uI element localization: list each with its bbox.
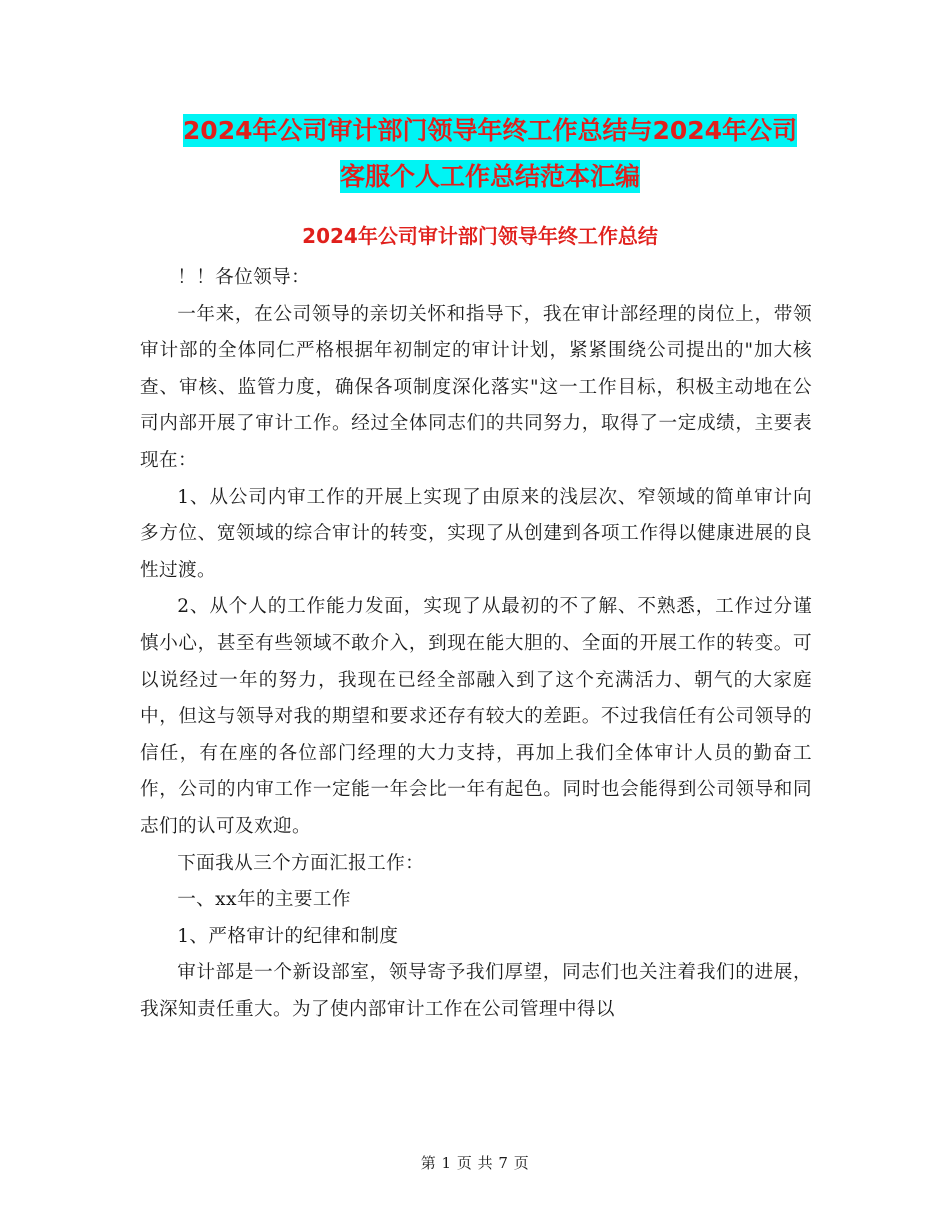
heading-main-work: 一、xx年的主要工作	[177, 889, 351, 911]
page-number: 第 1 页 共 7 页	[420, 1154, 530, 1172]
document-body	[140, 260, 812, 1028]
greeting-paragraph: ！！各位领导：	[177, 267, 311, 288]
heading-discipline: 1、严格审计的纪律和制度	[177, 925, 399, 947]
document-title	[140, 108, 840, 200]
intro-paragraph: 一年来，在公司领导的亲切关怀和指导下，我在审计部经理的岗位上，带领审计部的全体同仁严格根据年初制定的审计计划，紧紧围绕公司提出的"加大核查、审核、监管力度，确保各项制度深化落实"这一工作目标，积极主动地在公司内部开展了审计工作。经过全体同志们的共同努力，取得了一定成绩，主要表现在：	[140, 303, 812, 471]
page-footer	[0, 1152, 950, 1173]
title-line-2: 客服个人工作总结范本汇编	[339, 162, 640, 191]
title-line-1: 2024年公司审计部门领导年终工作总结与2024年公司	[182, 116, 798, 145]
discipline-paragraph: 审计部是一个新设部室，领导寄予我们厚望，同志们也关注着我们的进展，我深知责任重大。为了使内部审计工作在公司管理中得以	[140, 962, 812, 1020]
point-2-paragraph: 2、从个人的工作能力发面，实现了从最初的不了解、不熟悉，工作过分谨慎小心，甚至有些领域不敢介入，到现在能大胆的、全面的开展工作的转变。可以说经过一年的努力，我现在已经全部融入到了这个充满活力、朝气的大家庭中，但这与领导对我的期望和要求还存有较大的差距。不过我信任有公司领导的信任，有在座的各位部门经理的大力支持，再加上我们全体审计人员的勤奋工作，公司的内审工作一定能一年会比一年有起色。同时也会能得到公司领导和同志们的认可及欢迎。	[140, 596, 812, 837]
report-intro-paragraph: 下面我从三个方面汇报工作：	[177, 852, 425, 874]
section-title: 2024年公司审计部门领导年终工作总结	[302, 224, 658, 248]
point-1-paragraph: 1、从公司内审工作的开展上实现了由原来的浅层次、窄领域的简单审计向多方位、宽领域的综合审计的转变，实现了从创建到各项工作得以健康进展的良性过渡。	[140, 486, 812, 581]
